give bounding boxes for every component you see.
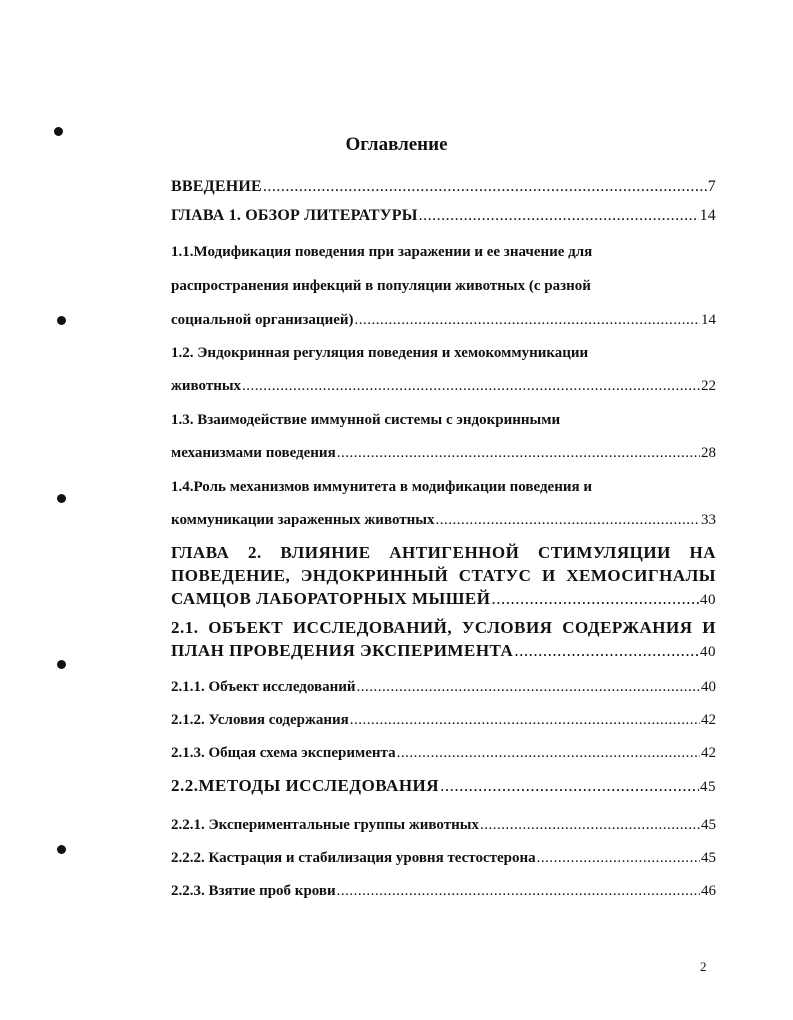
toc-page: 45 [700, 779, 716, 795]
toc-entry-2-2-3[interactable] [171, 882, 716, 900]
page-title: Оглавление [345, 134, 448, 155]
toc-page: 42 [701, 712, 716, 728]
leader-dots [537, 849, 700, 867]
toc-entry-1-4-line1: 1.4.Роль механизмов иммунитета в модификации поведения и [171, 479, 593, 495]
toc-page: 40 [700, 592, 716, 608]
toc-entry-2-2[interactable] [171, 777, 716, 796]
toc-entry-2-1-2[interactable] [171, 711, 716, 729]
toc-page: 7 [707, 178, 716, 195]
toc-label: 2.1.3. Общая схема эксперимента [171, 745, 396, 761]
toc-page: 42 [701, 745, 716, 761]
toc-entry-1-1-line1: 1.1.Модификация поведения при заражении и ее значение для [171, 244, 593, 260]
punch-hole-mark [57, 494, 66, 503]
toc-entry-1-2[interactable] [171, 377, 716, 395]
toc-entry-2-1[interactable] [171, 642, 716, 661]
toc-entry-1-3[interactable] [171, 444, 716, 462]
toc-page: 40 [701, 679, 716, 695]
toc-entry-1-4[interactable] [171, 511, 716, 529]
leader-dots [355, 311, 700, 329]
toc-page: 14 [701, 312, 716, 328]
leader-dots [435, 511, 700, 529]
toc-entry-2-1-line1: 2.1. ОБЪЕКТ ИССЛЕДОВАНИЙ, УСЛОВИЯ СОДЕРЖАНИЯ И [171, 618, 716, 637]
punch-hole-mark [54, 127, 63, 136]
toc-label: ВВЕДЕНИЕ [171, 178, 262, 195]
toc-entry-1-3-line1: 1.3. Взаимодействие иммунной системы с эндокринными [171, 412, 561, 428]
toc-entry-chapter-2-line1: ГЛАВА 2. ВЛИЯНИЕ АНТИГЕННОЙ СТИМУЛЯЦИИ НА [171, 543, 716, 562]
leader-dots [337, 882, 700, 900]
toc-page: 45 [701, 817, 716, 833]
toc-page: 28 [701, 445, 716, 461]
toc-label: 2.2.1. Экспериментальные группы животных [171, 817, 479, 833]
toc-entry-chapter-2[interactable] [171, 590, 716, 609]
toc-entry-2-1-1[interactable] [171, 678, 716, 696]
leader-dots [397, 744, 700, 762]
toc-label: животных [171, 378, 242, 394]
toc-label: 2.1.1. Объект исследований [171, 679, 356, 695]
leader-dots [514, 642, 699, 660]
leader-dots [440, 777, 699, 795]
toc-entry-2-2-1[interactable] [171, 816, 716, 834]
toc-entry-1-1[interactable] [171, 311, 716, 329]
toc-entry-2-2-2[interactable] [171, 849, 716, 867]
toc-page: 45 [701, 850, 716, 866]
toc-entry-intro[interactable] [171, 178, 716, 196]
toc-page: 46 [701, 883, 716, 899]
leader-dots [263, 178, 707, 196]
toc-label: 2.2.МЕТОДЫ ИССЛЕДОВАНИЯ [171, 776, 440, 795]
toc-page: 14 [699, 207, 716, 224]
toc-label: социальной организацией) [171, 312, 354, 328]
toc-label: 2.1.2. Условия содержания [171, 712, 349, 728]
toc-label: 2.2.2. Кастрация и стабилизация уровня тестостерона [171, 850, 536, 866]
toc-label: коммуникации зараженных животных [171, 512, 435, 528]
toc-entry-chapter-1[interactable] [171, 207, 716, 225]
leader-dots [419, 207, 699, 225]
toc-label: ПЛАН ПРОВЕДЕНИЯ ЭКСПЕРИМЕНТА [171, 641, 514, 660]
leader-dots [350, 711, 700, 729]
toc-page: 22 [701, 378, 716, 394]
page-number: 2 [700, 959, 707, 974]
leader-dots [242, 377, 700, 395]
toc-entry-chapter-2-line2: ПОВЕДЕНИЕ, ЭНДОКРИННЫЙ СТАТУС И ХЕМОСИГНАЛЫ [171, 566, 716, 585]
toc-label: механизмами поведения [171, 445, 336, 461]
punch-hole-mark [57, 316, 66, 325]
toc-label: САМЦОВ ЛАБОРАТОРНЫХ МЫШЕЙ [171, 589, 491, 608]
toc-entry-2-1-3[interactable] [171, 744, 716, 762]
leader-dots [491, 590, 699, 608]
toc-label: ГЛАВА 1. ОБЗОР ЛИТЕРАТУРЫ [171, 207, 418, 224]
toc-page: 40 [700, 644, 716, 660]
toc-label: 2.2.3. Взятие проб крови [171, 883, 336, 899]
toc-page: 33 [701, 512, 716, 528]
leader-dots [337, 444, 700, 462]
punch-hole-mark [57, 660, 66, 669]
leader-dots [480, 816, 700, 834]
toc-entry-1-2-line1: 1.2. Эндокринная регуляция поведения и хемокоммуникации [171, 345, 589, 361]
punch-hole-mark [57, 845, 66, 854]
toc-entry-1-1-line2: распространения инфекций в популяции животных (с разной [171, 278, 591, 294]
leader-dots [357, 678, 700, 696]
